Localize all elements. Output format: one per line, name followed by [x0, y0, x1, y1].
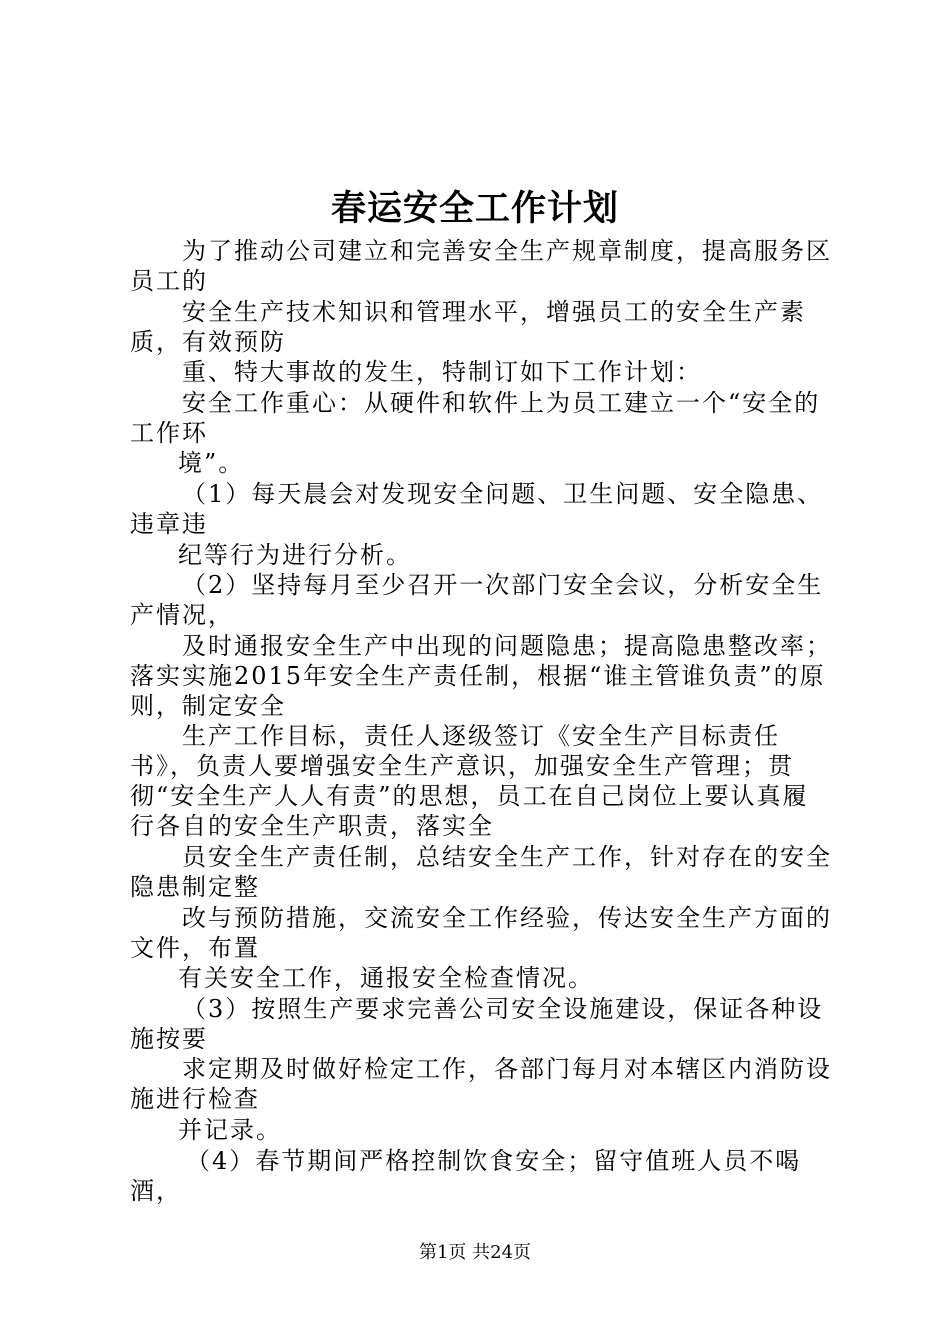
paragraph: 改与预防措施，交流安全工作经验，传达安全生产方面的文件，布置 — [130, 903, 832, 962]
page-footer: 第1页 共24页 — [418, 1242, 532, 1263]
paragraph: （1）每天晨会对发现安全问题、卫生问题、安全隐患、违章违 — [130, 479, 824, 538]
paragraph: 员安全生产责任制，总结安全生产工作，针对存在的安全隐患制定整 — [130, 842, 832, 901]
document-title: 春运安全工作计划 — [330, 188, 619, 229]
paragraph: 求定期及时做好检定工作，各部门每月对本辖区内消防设施进行检查 — [130, 1055, 832, 1114]
paragraph: 安全工作重心：从硬件和软件上为员工建立一个“安全的工作环 — [130, 388, 821, 447]
paragraph: 重、特大事故的发生，特制订如下工作计划： — [182, 358, 702, 387]
paragraph: （4）春节期间严格控制饮食安全；留守值班人员不喝酒， — [130, 1146, 802, 1205]
document-body — [130, 236, 832, 1206]
paragraph: 安全生产技术知识和管理水平，增强员工的安全生产素质，有效预防 — [130, 297, 806, 356]
paragraph: 生产工作目标，责任人逐级签订《安全生产目标责任书》，负责人要增强安全生产意识，加强安全生产管理；贯彻“安全生产人人有责”的思想，员工在自己岗位上要认真履行各自的安全生产职责，落实全 — [130, 722, 809, 841]
paragraph: 境”。 — [178, 449, 245, 478]
paragraph: 及时通报安全生产中出现的问题隐患；提高隐患整改率；落实实施2015年安全生产责任制，根据“谁主管谁负责”的原则，制定安全 — [130, 631, 832, 720]
paragraph: （3）按照生产要求完善公司安全设施建设，保证各种设施按要 — [130, 994, 824, 1053]
paragraph: 并记录。 — [178, 1115, 282, 1144]
paragraph: 为了推动公司建立和完善安全生产规章制度，提高服务区员工的 — [130, 237, 832, 295]
paragraph: 有关安全工作，通报安全检查情况。 — [178, 964, 594, 993]
paragraph: （2）坚持每月至少召开一次部门安全会议，分析安全生产情况， — [130, 571, 824, 630]
paragraph: 纪等行为进行分析。 — [178, 540, 412, 569]
